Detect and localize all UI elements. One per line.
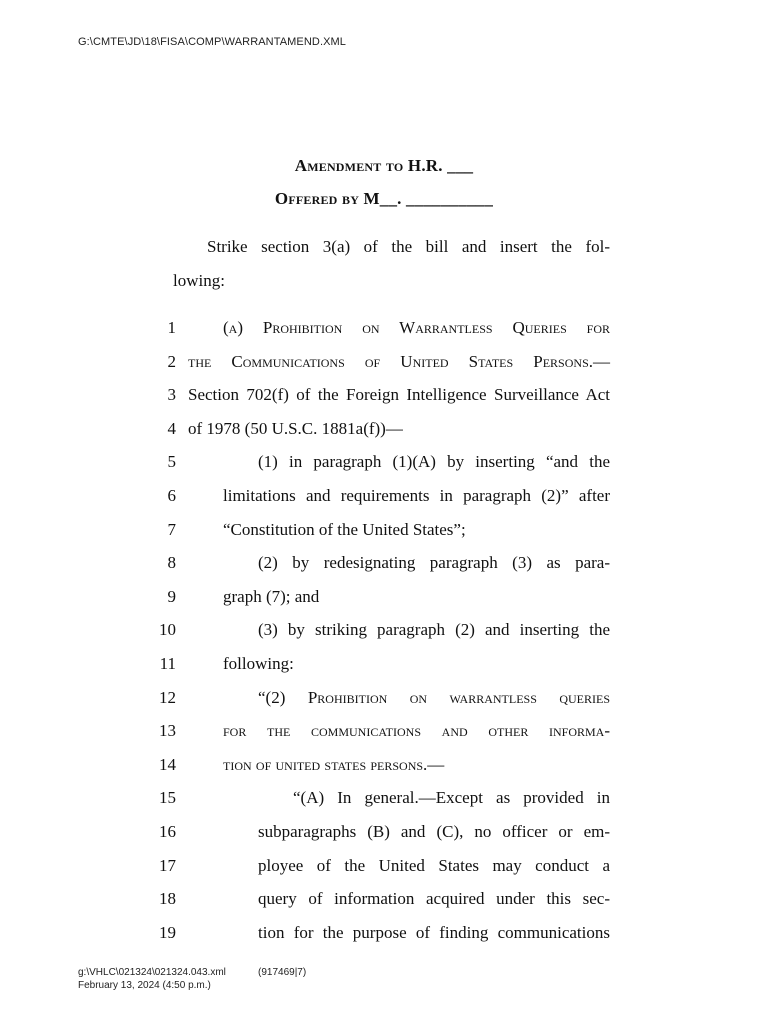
line-number: 7 — [167, 519, 176, 539]
text-line — [0, 681, 768, 715]
line-text: of 1978 (50 U.S.C. 1881a(f))— — [188, 418, 403, 438]
line-number: 13 — [159, 721, 176, 741]
text-line — [0, 882, 768, 916]
text-line — [0, 378, 768, 412]
line-text: “(2) Prohibition on warrantless queries — [258, 687, 610, 707]
line-text: for the communications and other informa- — [223, 721, 610, 741]
instruction-line-1: Strike section 3(a) of the bill and insert the fol- — [207, 237, 610, 256]
line-text: tion for the purpose of finding communications — [258, 922, 610, 942]
line-text: “(A) In general.—Except as provided in — [293, 788, 610, 808]
line-number: 8 — [167, 553, 176, 573]
line-text: graph (7); and — [223, 586, 320, 606]
text-line — [0, 916, 768, 950]
text-line — [0, 849, 768, 883]
amendment-title — [0, 156, 768, 176]
line-number: 18 — [159, 889, 176, 909]
text-line — [0, 311, 768, 345]
text-line — [0, 781, 768, 815]
document-file-path: G:\CMTE\JD\18\FISA\COMP\WARRANTAMEND.XML — [78, 36, 347, 48]
line-text: the Communications of United States Persons.— — [188, 351, 610, 371]
line-text: (a) Prohibition on Warrantless Queries for — [223, 318, 610, 337]
line-text: limitations and requirements in paragraph (2)” after — [223, 485, 610, 505]
text-line — [0, 546, 768, 580]
text-line — [0, 815, 768, 849]
line-text: (1) in paragraph (1)(A) by inserting “and the — [258, 452, 610, 472]
text-line — [0, 613, 768, 647]
line-number: 2 — [167, 351, 176, 371]
amendment-title-text: Amendment to H.R. ___ — [294, 156, 474, 175]
line-text: subparagraphs (B) and (C), no officer or em- — [258, 821, 610, 841]
line-number: 4 — [167, 418, 176, 438]
line-number: 3 — [167, 385, 176, 405]
line-number: 17 — [159, 855, 176, 875]
line-number: 9 — [167, 586, 176, 606]
line-number: 11 — [159, 653, 176, 673]
text-line — [0, 513, 768, 547]
text-line — [0, 445, 768, 479]
text-line — [0, 479, 768, 513]
line-number: 19 — [159, 922, 176, 942]
text-line — [0, 345, 768, 379]
line-text: following: — [223, 653, 294, 673]
line-text: query of information acquired under this sec- — [258, 889, 610, 909]
line-number: 6 — [167, 485, 176, 505]
text-line — [0, 647, 768, 681]
line-number: 14 — [159, 754, 176, 774]
text-line — [0, 580, 768, 614]
footer-date: February 13, 2024 (4:50 p.m.) — [78, 980, 211, 991]
offered-by-text: Offered by M__. __________ — [274, 189, 494, 208]
line-number: 12 — [159, 687, 176, 707]
text-line — [0, 412, 768, 446]
instruction-line-2: lowing: — [173, 271, 225, 290]
footer-document-code: (917469|7) — [258, 967, 307, 978]
footer-file-path: g:\VHLC\021324\021324.043.xml — [78, 967, 226, 978]
line-text: Section 702(f) of the Foreign Intelligence Surveillance Act — [188, 385, 610, 405]
text-line — [0, 714, 768, 748]
numbered-text-block — [0, 311, 768, 949]
line-text: (3) by striking paragraph (2) and inserting the — [258, 620, 610, 640]
line-number: 1 — [167, 318, 176, 337]
line-text: “Constitution of the United States”; — [223, 519, 466, 539]
text-line — [0, 748, 768, 782]
line-text: (2) by redesignating paragraph (3) as para- — [258, 553, 610, 573]
line-text: ployee of the United States may conduct a — [258, 855, 610, 875]
offered-by-line — [0, 189, 768, 209]
line-text: tion of united states persons.— — [223, 754, 445, 774]
page-footer — [78, 966, 307, 992]
line-number: 15 — [159, 788, 176, 808]
line-number: 16 — [159, 821, 176, 841]
line-number: 10 — [159, 620, 176, 640]
line-number: 5 — [167, 452, 176, 472]
